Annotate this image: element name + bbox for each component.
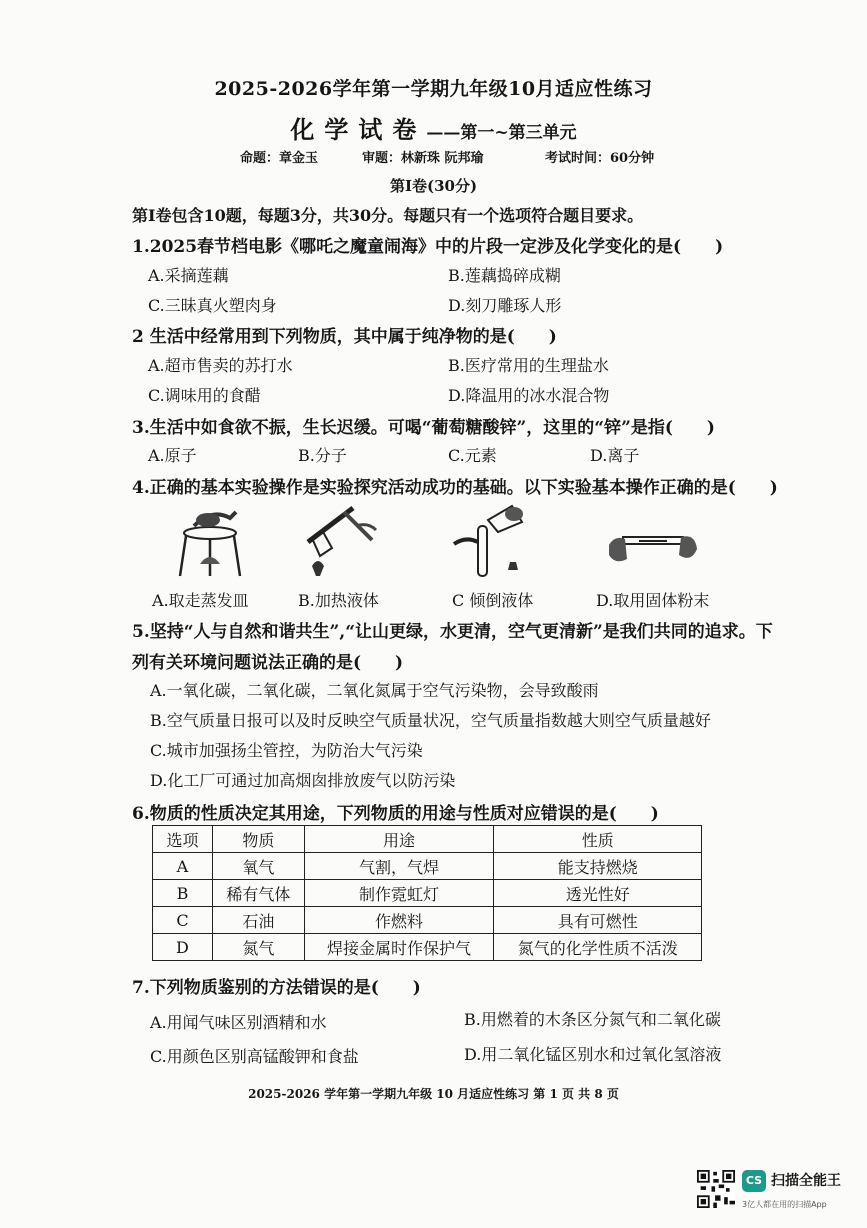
table-header-cell: 物质 — [212, 826, 304, 853]
question-7-stem: 7.下列物质鉴别的方法错误的是( ) — [132, 978, 421, 998]
q1-option-c: C.三昧真火塑肉身 — [148, 296, 277, 315]
table-cell: 透光性好 — [494, 880, 702, 907]
question-5-stem-cont: 列有关环境问题说法正确的是( ) — [132, 653, 404, 673]
table-cell: C — [153, 907, 213, 934]
table-cell: 具有可燃性 — [494, 907, 702, 934]
table-row — [153, 934, 702, 961]
q7-option-d: D.用二氧化锰区别水和过氧化氢溶液 — [464, 1045, 722, 1064]
table-cell: 气割，气焊 — [304, 853, 494, 880]
q5-option-b: B.空气质量日报可以及时反映空气质量状况，空气质量指数越大则空气质量越好 — [150, 711, 711, 730]
question-4-stem: 4.正确的基本实验操作是实验探究活动成功的基础。以下实验基本操作正确的是( ) — [132, 478, 778, 498]
table-cell: 氮气的化学性质不活泼 — [494, 934, 702, 961]
q3-option-b: B.分子 — [298, 446, 347, 465]
q7-option-b: B.用燃着的木条区分氮气和二氧化碳 — [464, 1010, 721, 1029]
author-line: 命题：章金玉 — [240, 151, 319, 166]
q3-option-d: D.离子 — [590, 446, 640, 465]
q5-option-a: A.一氧化碳，二氧化碳，二氧化氮属于空气污染物，会导致酸雨 — [150, 681, 599, 700]
q2-option-d: D.降温用的冰水混合物 — [448, 386, 610, 405]
table-header-cell: 选项 — [153, 826, 213, 853]
exam-subtitle — [0, 110, 867, 145]
table-cell: A — [153, 853, 213, 880]
q2-option-b: B.医疗常用的生理盐水 — [448, 356, 609, 375]
question-2-stem: 2 生活中经常用到下列物质，其中属于纯净物的是( ) — [132, 327, 557, 347]
exam-title: 2025-2026学年第一学期九年级10月适应性练习 — [214, 78, 653, 100]
table-cell: 制作霓虹灯 — [304, 880, 494, 907]
q7-option-a: A.用闻气味区别酒精和水 — [150, 1013, 327, 1032]
evaporating-dish-figure — [172, 500, 252, 580]
section-heading: 第I卷(30分) — [389, 177, 478, 195]
q4-option-b: B.加热液体 — [298, 591, 379, 610]
property-table — [152, 825, 702, 961]
question-1-stem: 1.2025春节档电影《哪吒之魔童闹海》中的片段一定涉及化学变化的是( ) — [132, 237, 724, 257]
camscanner-tagline: 3亿人都在用的扫描App — [742, 1200, 827, 1209]
solid-powder-figure — [605, 515, 700, 580]
table-cell: 氮气 — [212, 934, 304, 961]
table-cell: D — [153, 934, 213, 961]
question-3-stem: 3.生活中如食欲不振，生长迟缓。可喝“葡萄糖酸锌”，这里的“锌”是指( ) — [132, 418, 715, 438]
q4-option-a: A.取走蒸发皿 — [152, 591, 249, 610]
q4-option-c: C 倾倒液体 — [452, 591, 534, 610]
question-6-stem: 6.物质的性质决定其用途，下列物质的用途与性质对应错误的是( ) — [132, 804, 659, 824]
unit-range: ——第一~第三单元 — [426, 123, 577, 143]
table-cell: B — [153, 880, 213, 907]
table-cell: 石油 — [212, 907, 304, 934]
reviewer-line: 审题：林新珠 阮邦瑜 — [362, 151, 484, 166]
camscanner-logo: CS — [742, 1170, 766, 1192]
table-row — [153, 880, 702, 907]
exam-time: 考试时间：60分钟 — [545, 151, 655, 166]
q3-option-a: A.原子 — [148, 446, 197, 465]
subject-title: 化学试卷 — [290, 115, 427, 144]
table-cell: 能支持燃烧 — [494, 853, 702, 880]
camscanner-name: 扫描全能王 — [771, 1173, 841, 1189]
page-footer: 2025-2026 学年第一学期九年级 10 月适应性练习 第 1 页 共 8 页 — [248, 1087, 619, 1101]
q2-option-a: A.超市售卖的苏打水 — [148, 356, 293, 375]
q1-option-a: A.采摘莲藕 — [148, 266, 229, 285]
q1-option-d: D.刻刀雕琢人形 — [448, 296, 562, 315]
q7-option-c: C.用颜色区别高锰酸钾和食盐 — [150, 1047, 359, 1066]
question-5-stem: 5.坚持“人与自然和谐共生”,“让山更绿，水更清，空气更清新”是我们共同的追求。下 — [132, 622, 773, 642]
heating-liquid-figure — [298, 500, 378, 580]
table-header-row — [153, 826, 702, 853]
table-header-cell: 性质 — [494, 826, 702, 853]
q2-option-c: C.调味用的食醋 — [148, 386, 261, 405]
table-cell: 稀有气体 — [212, 880, 304, 907]
table-cell: 氧气 — [212, 853, 304, 880]
table-cell: 作燃料 — [304, 907, 494, 934]
q3-option-c: C.元素 — [448, 446, 497, 465]
q1-option-b: B.莲藕捣碎成糊 — [448, 266, 561, 285]
table-cell: 焊接金属时作保护气 — [304, 934, 494, 961]
instruction-text: 第I卷包含10题，每题3分，共30分。每题只有一个选项符合题目要求。 — [132, 206, 644, 225]
table-row — [153, 907, 702, 934]
q4-option-d: D.取用固体粉末 — [596, 591, 710, 610]
table-header-cell: 用途 — [304, 826, 494, 853]
qr-code-icon — [697, 1170, 735, 1208]
q5-option-c: C.城市加强扬尘管控，为防治大气污染 — [150, 741, 423, 760]
table-row — [153, 853, 702, 880]
pouring-liquid-figure — [448, 500, 533, 585]
q5-option-d: D.化工厂可通过加高烟囱排放废气以防污染 — [150, 771, 456, 790]
